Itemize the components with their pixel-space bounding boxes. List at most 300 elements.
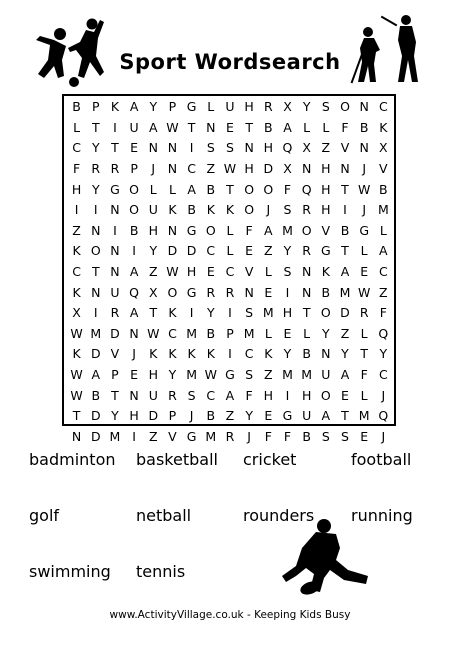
grid-cell: H	[321, 161, 331, 177]
grid-cell: N	[340, 161, 350, 177]
grid-cell: W	[166, 119, 179, 135]
grid-cell: A	[129, 305, 139, 321]
grid-cell: S	[245, 305, 254, 321]
grid-cell: E	[130, 367, 139, 383]
grid-cell: Y	[341, 346, 349, 362]
grid-cell: F	[264, 428, 272, 444]
grid-cell: N	[244, 140, 254, 156]
grid-cell: O	[301, 222, 312, 238]
grid-cell: O	[205, 222, 216, 238]
grid-cell: E	[245, 243, 254, 259]
grid-cell: C	[225, 264, 235, 280]
grid-cell: E	[264, 408, 273, 424]
grid-cell: W	[166, 264, 179, 280]
grid-cell: T	[341, 408, 349, 424]
grid-cell: C	[378, 99, 388, 115]
grid-cell: C	[206, 243, 216, 259]
word-football: football	[351, 450, 412, 469]
grid-cell: N	[110, 202, 120, 218]
word-cricket: cricket	[243, 450, 297, 469]
grid-cell: K	[110, 99, 120, 115]
grid-cell: Y	[149, 99, 158, 115]
page-title: Sport Wordsearch	[119, 50, 341, 74]
grid-cell: B	[187, 202, 196, 218]
grid-cell: U	[302, 408, 312, 424]
grid-cell: I	[93, 305, 98, 321]
grid-cell: Y	[379, 346, 388, 362]
grid-cell: F	[360, 367, 368, 383]
grid-cell: A	[340, 367, 350, 383]
grid-cell: W	[204, 367, 217, 383]
grid-cell: N	[91, 284, 101, 300]
grid-cell: R	[359, 305, 369, 321]
word-tennis: tennis	[136, 562, 186, 581]
grid-cell: T	[226, 181, 234, 197]
grid-cell: S	[206, 140, 215, 156]
grid-cell: P	[168, 408, 177, 424]
grid-cell: W	[70, 367, 83, 383]
grid-cell: S	[187, 387, 196, 403]
grid-cell: U	[148, 202, 158, 218]
grid-cell: L	[264, 264, 272, 280]
grid-cell: X	[72, 305, 81, 321]
grid-cell: I	[189, 140, 194, 156]
grid-cell: O	[90, 243, 101, 259]
grid-cell: I	[343, 202, 347, 218]
grid-cell: R	[91, 161, 101, 177]
grid-cell: K	[206, 346, 215, 362]
grid-cell: E	[130, 140, 139, 156]
grid-row	[67, 324, 393, 345]
grid-cell: L	[379, 222, 387, 238]
grid-cell: G	[186, 284, 197, 300]
grid-cell: B	[91, 387, 101, 403]
grid-cell: B	[129, 222, 139, 238]
grid-cell: W	[70, 325, 83, 341]
grid-cell: X	[302, 140, 311, 156]
grid-cell: A	[148, 119, 158, 135]
grid-cell: R	[225, 284, 235, 300]
grid-cell: Z	[148, 428, 158, 444]
grid-cell: K	[149, 346, 158, 362]
grid-cell: A	[321, 408, 331, 424]
grid-row	[67, 303, 393, 324]
grid-cell: B	[302, 428, 311, 444]
grid-cell: S	[225, 140, 234, 156]
grid-cell: V	[379, 161, 388, 177]
grid-cell: B	[206, 181, 216, 197]
grid-cell: J	[132, 346, 136, 362]
grid-cell: K	[264, 346, 273, 362]
grid-cell: K	[168, 202, 177, 218]
grid-cell: Q	[282, 140, 293, 156]
grid-cell: F	[283, 181, 292, 197]
grid-cell: C	[244, 346, 254, 362]
grid-cell: B	[72, 99, 81, 115]
grid-cell: O	[244, 202, 255, 218]
word-golf: golf	[29, 506, 60, 525]
grid-cell: G	[186, 99, 197, 115]
grid-cell: T	[149, 305, 158, 321]
grid-cell: B	[340, 222, 350, 238]
grid-cell: H	[282, 305, 293, 321]
grid-cell: D	[90, 408, 101, 424]
grid-cell: J	[362, 202, 366, 218]
grid-cell: N	[167, 140, 178, 156]
grid-cell: O	[340, 99, 350, 115]
grid-cell: Y	[283, 346, 292, 362]
grid-cell: F	[245, 222, 253, 238]
grid-cell: M	[282, 222, 293, 238]
grid-cell: M	[109, 428, 121, 444]
grid-cell: U	[110, 284, 120, 300]
grid-cell: O	[320, 387, 331, 403]
grid-cell: L	[168, 181, 176, 197]
grid-cell: P	[130, 161, 138, 177]
grid-cell: S	[283, 264, 292, 280]
grid-cell: C	[378, 367, 388, 383]
grid-cell: N	[359, 140, 369, 156]
grid-cell: D	[186, 243, 197, 259]
grid-cell: G	[320, 243, 331, 259]
grid-cell: T	[302, 305, 311, 321]
grid-cell: I	[132, 428, 136, 444]
grid-cell: G	[110, 181, 120, 197]
grid-row	[67, 344, 393, 365]
grid-cell: D	[340, 305, 350, 321]
grid-cell: C	[72, 140, 81, 156]
grid-cell: A	[129, 99, 139, 115]
grid-cell: N	[359, 99, 369, 115]
grid-cell: C	[206, 387, 216, 403]
grid-cell: A	[340, 264, 350, 280]
grid-cell: L	[73, 119, 81, 135]
grid-cell: K	[321, 264, 330, 280]
grid-cell: Y	[322, 325, 330, 341]
grid-cell: O	[129, 181, 140, 197]
grid-cell: U	[321, 367, 331, 383]
grid-cell: H	[148, 222, 158, 238]
grid-cell: L	[303, 325, 311, 341]
grid-cell: B	[206, 325, 216, 341]
grid-cell: M	[90, 325, 102, 341]
grid-cell: R	[168, 387, 177, 403]
grid-cell: H	[301, 387, 312, 403]
grid-cell: L	[360, 243, 368, 259]
grid-cell: V	[244, 264, 254, 280]
grid-cell: L	[303, 119, 311, 135]
grid-cell: L	[264, 325, 272, 341]
grid-cell: N	[244, 284, 254, 300]
grid-cell: N	[301, 161, 312, 177]
grid-cell: N	[129, 325, 139, 341]
grid-cell: R	[206, 284, 216, 300]
grid-cell: K	[168, 305, 177, 321]
grid-cell: A	[379, 243, 388, 259]
grid-cell: I	[285, 387, 290, 403]
grid-cell: K	[206, 202, 215, 218]
word-basketball: basketball	[136, 450, 218, 469]
grid-cell: S	[321, 99, 330, 115]
grid-cell: H	[71, 181, 82, 197]
grid-cell: Z	[340, 325, 350, 341]
grid-cell: Q	[301, 181, 312, 197]
grid-cell: T	[245, 119, 253, 135]
grid-cell: T	[111, 387, 119, 403]
grid-cell: L	[360, 325, 368, 341]
grid-cell: Z	[264, 367, 273, 383]
grid-cell: J	[266, 202, 271, 218]
grid-cell: C	[378, 264, 388, 280]
grid-row	[67, 118, 393, 139]
grid-cell: Z	[225, 408, 235, 424]
grid-cell: B	[264, 119, 273, 135]
grid-cell: Y	[283, 243, 292, 259]
grid-cell: H	[244, 161, 254, 177]
grid-cell: B	[359, 119, 369, 135]
grid-cell: D	[110, 325, 120, 341]
grid-cell: B	[379, 181, 388, 197]
grid-cell: N	[301, 264, 312, 280]
grid-cell: U	[148, 387, 158, 403]
word-rounders: rounders	[243, 506, 315, 525]
grid-cell: W	[357, 284, 371, 300]
grid-cell: J	[381, 387, 386, 403]
grid-cell: L	[360, 387, 368, 403]
grid-cell: J	[362, 161, 366, 177]
grid-row	[67, 365, 393, 386]
grid-row	[67, 221, 393, 242]
grid-cell: P	[168, 99, 177, 115]
grid-cell: O	[244, 181, 255, 197]
grid-cell: B	[302, 346, 311, 362]
grid-cell: A	[264, 222, 273, 238]
grid-cell: P	[226, 325, 234, 341]
word-swimming: swimming	[29, 562, 111, 581]
grid-cell: H	[186, 264, 197, 280]
grid-cell: A	[283, 119, 292, 135]
grid-cell: I	[93, 202, 98, 218]
grid-cell: T	[360, 346, 368, 362]
grid-cell: Z	[206, 161, 216, 177]
grid-cell: Z	[72, 222, 81, 238]
grid-cell: K	[225, 202, 235, 218]
grid-cell: I	[228, 346, 232, 362]
grid-cell: D	[263, 161, 274, 177]
grid-cell: V	[340, 140, 350, 156]
grid-cell: T	[91, 264, 100, 280]
grid-cell: C	[187, 161, 196, 177]
wordsearch-grid	[62, 94, 396, 444]
grid-cell: A	[91, 367, 101, 383]
grid-cell: H	[321, 181, 331, 197]
grid-cell: J	[189, 408, 194, 424]
grid-cell: T	[341, 181, 349, 197]
grid-cell: B	[321, 284, 331, 300]
grid-cell: Y	[245, 408, 253, 424]
grid-cell: W	[223, 161, 237, 177]
grid-cell: A	[129, 264, 139, 280]
grid-cell: N	[167, 161, 178, 177]
grid-cell: N	[91, 222, 101, 238]
grid-cell: H	[321, 202, 331, 218]
grid-row	[67, 97, 393, 118]
grid-cell: W	[357, 181, 371, 197]
grid-cell: X	[148, 284, 158, 300]
grid-cell: V	[168, 428, 177, 444]
grid-cell: G	[225, 367, 235, 383]
grid-cell: N	[321, 346, 331, 362]
grid-cell: G	[359, 222, 369, 238]
grid-cell: H	[129, 408, 139, 424]
grid-cell: X	[379, 140, 388, 156]
grid-cell: T	[91, 119, 100, 135]
grid-cell: Z	[148, 264, 158, 280]
grid-cell: Z	[264, 243, 273, 259]
grid-row	[67, 159, 393, 180]
grid-cell: N	[110, 243, 120, 259]
grid-cell: M	[243, 325, 255, 341]
grid-cell: P	[111, 367, 119, 383]
grid-cell: E	[283, 325, 292, 341]
grid-cell: K	[72, 284, 81, 300]
footer-text: www.ActivityVillage.co.uk - Keeping Kids Busy	[109, 609, 351, 621]
grid-cell: Q	[378, 325, 389, 341]
grid-cell: I	[113, 222, 117, 238]
grid-cell: G	[282, 408, 293, 424]
grid-cell: F	[245, 387, 253, 403]
grid-cell: D	[148, 408, 159, 424]
grid-row	[67, 282, 393, 303]
grid-cell: M	[205, 428, 217, 444]
grid-cell: W	[70, 387, 83, 403]
grid-cell: B	[206, 408, 216, 424]
grid-cell: M	[186, 367, 198, 383]
grid-cell: R	[263, 99, 273, 115]
grid-cell: R	[110, 305, 120, 321]
grid-cell: M	[377, 202, 389, 218]
grid-cell: E	[360, 428, 369, 444]
grid-cell: F	[72, 161, 81, 177]
grid-cell: S	[283, 202, 292, 218]
grid-cell: E	[360, 264, 369, 280]
grid-cell: C	[168, 325, 177, 341]
word-running: running	[351, 506, 413, 525]
grid-cell: W	[147, 325, 160, 341]
grid-cell: R	[302, 243, 311, 259]
grid-cell: K	[187, 346, 196, 362]
grid-cell: X	[283, 99, 292, 115]
grid-cell: E	[206, 264, 215, 280]
grid-cell: V	[110, 346, 120, 362]
grid-cell: T	[187, 119, 196, 135]
grid-cell: K	[168, 346, 177, 362]
grid-cell: M	[301, 367, 313, 383]
grid-cell: L	[207, 99, 215, 115]
grid-cell: N	[206, 119, 216, 135]
grid-cell: M	[282, 367, 293, 383]
grid-cell: H	[263, 387, 273, 403]
grid-cell: Q	[129, 284, 140, 300]
grid-cell: A	[187, 181, 196, 197]
grid-cell: M	[186, 325, 198, 341]
grid-row	[67, 179, 393, 200]
grid-cell: D	[90, 346, 101, 362]
grid-cell: N	[110, 264, 120, 280]
grid-cell: H	[244, 99, 254, 115]
grid-cell: G	[186, 428, 197, 444]
grid-cell: O	[263, 181, 274, 197]
grid-cell: I	[189, 305, 194, 321]
grid-cell: V	[321, 222, 331, 238]
grid-cell: T	[111, 140, 119, 156]
grid-cell: Y	[91, 181, 100, 197]
grid-row	[67, 138, 393, 159]
grid-cell: I	[113, 119, 117, 135]
grid-cell: L	[226, 243, 234, 259]
grid-cell: K	[72, 346, 81, 362]
grid-cell: O	[167, 284, 178, 300]
grid-cell: E	[226, 119, 234, 135]
grid-cell: U	[225, 99, 235, 115]
grid-cell: E	[341, 387, 349, 403]
grid-cell: R	[225, 428, 235, 444]
grid-cell: M	[262, 305, 274, 321]
grid-cell: H	[148, 367, 158, 383]
word-netball: netball	[136, 506, 192, 525]
grid-cell: S	[321, 428, 330, 444]
grid-cell: N	[129, 387, 139, 403]
grid-cell: F	[341, 119, 349, 135]
grid-cell: Y	[168, 367, 177, 383]
grid-row	[67, 262, 393, 283]
grid-cell: H	[263, 140, 273, 156]
grid-row	[67, 241, 393, 262]
grid-cell: K	[72, 243, 81, 259]
grid-cell: I	[132, 243, 136, 259]
grid-cell: N	[301, 284, 312, 300]
grid-cell: Z	[321, 140, 331, 156]
grid-cell: D	[167, 243, 178, 259]
grid-cell: A	[225, 387, 235, 403]
rugby-player-silhouette	[280, 518, 376, 598]
grid-cell: I	[228, 305, 232, 321]
grid-cell: O	[129, 202, 140, 218]
grid-cell: N	[71, 428, 82, 444]
grid-cell: I	[285, 284, 290, 300]
grid-cell: J	[381, 428, 386, 444]
grid-cell: U	[129, 119, 139, 135]
grid-cell: L	[322, 119, 330, 135]
grid-cell: S	[245, 367, 254, 383]
grid-row	[67, 406, 393, 427]
grid-row	[67, 385, 393, 406]
grid-cell: Y	[149, 243, 158, 259]
grid-cell: X	[283, 161, 292, 177]
grid-cell: Y	[206, 305, 215, 321]
grid-cell: E	[264, 284, 273, 300]
grid-cell: N	[148, 140, 158, 156]
grid-cell: Y	[111, 408, 119, 424]
grid-cell: R	[302, 202, 311, 218]
grid-cell: S	[341, 428, 349, 444]
grid-cell: L	[149, 181, 157, 197]
word-badminton: badminton	[29, 450, 116, 469]
grid-cell: O	[320, 305, 331, 321]
grid-cell: T	[72, 408, 81, 424]
grid-cell: K	[379, 119, 388, 135]
grid-cell: Z	[379, 284, 388, 300]
